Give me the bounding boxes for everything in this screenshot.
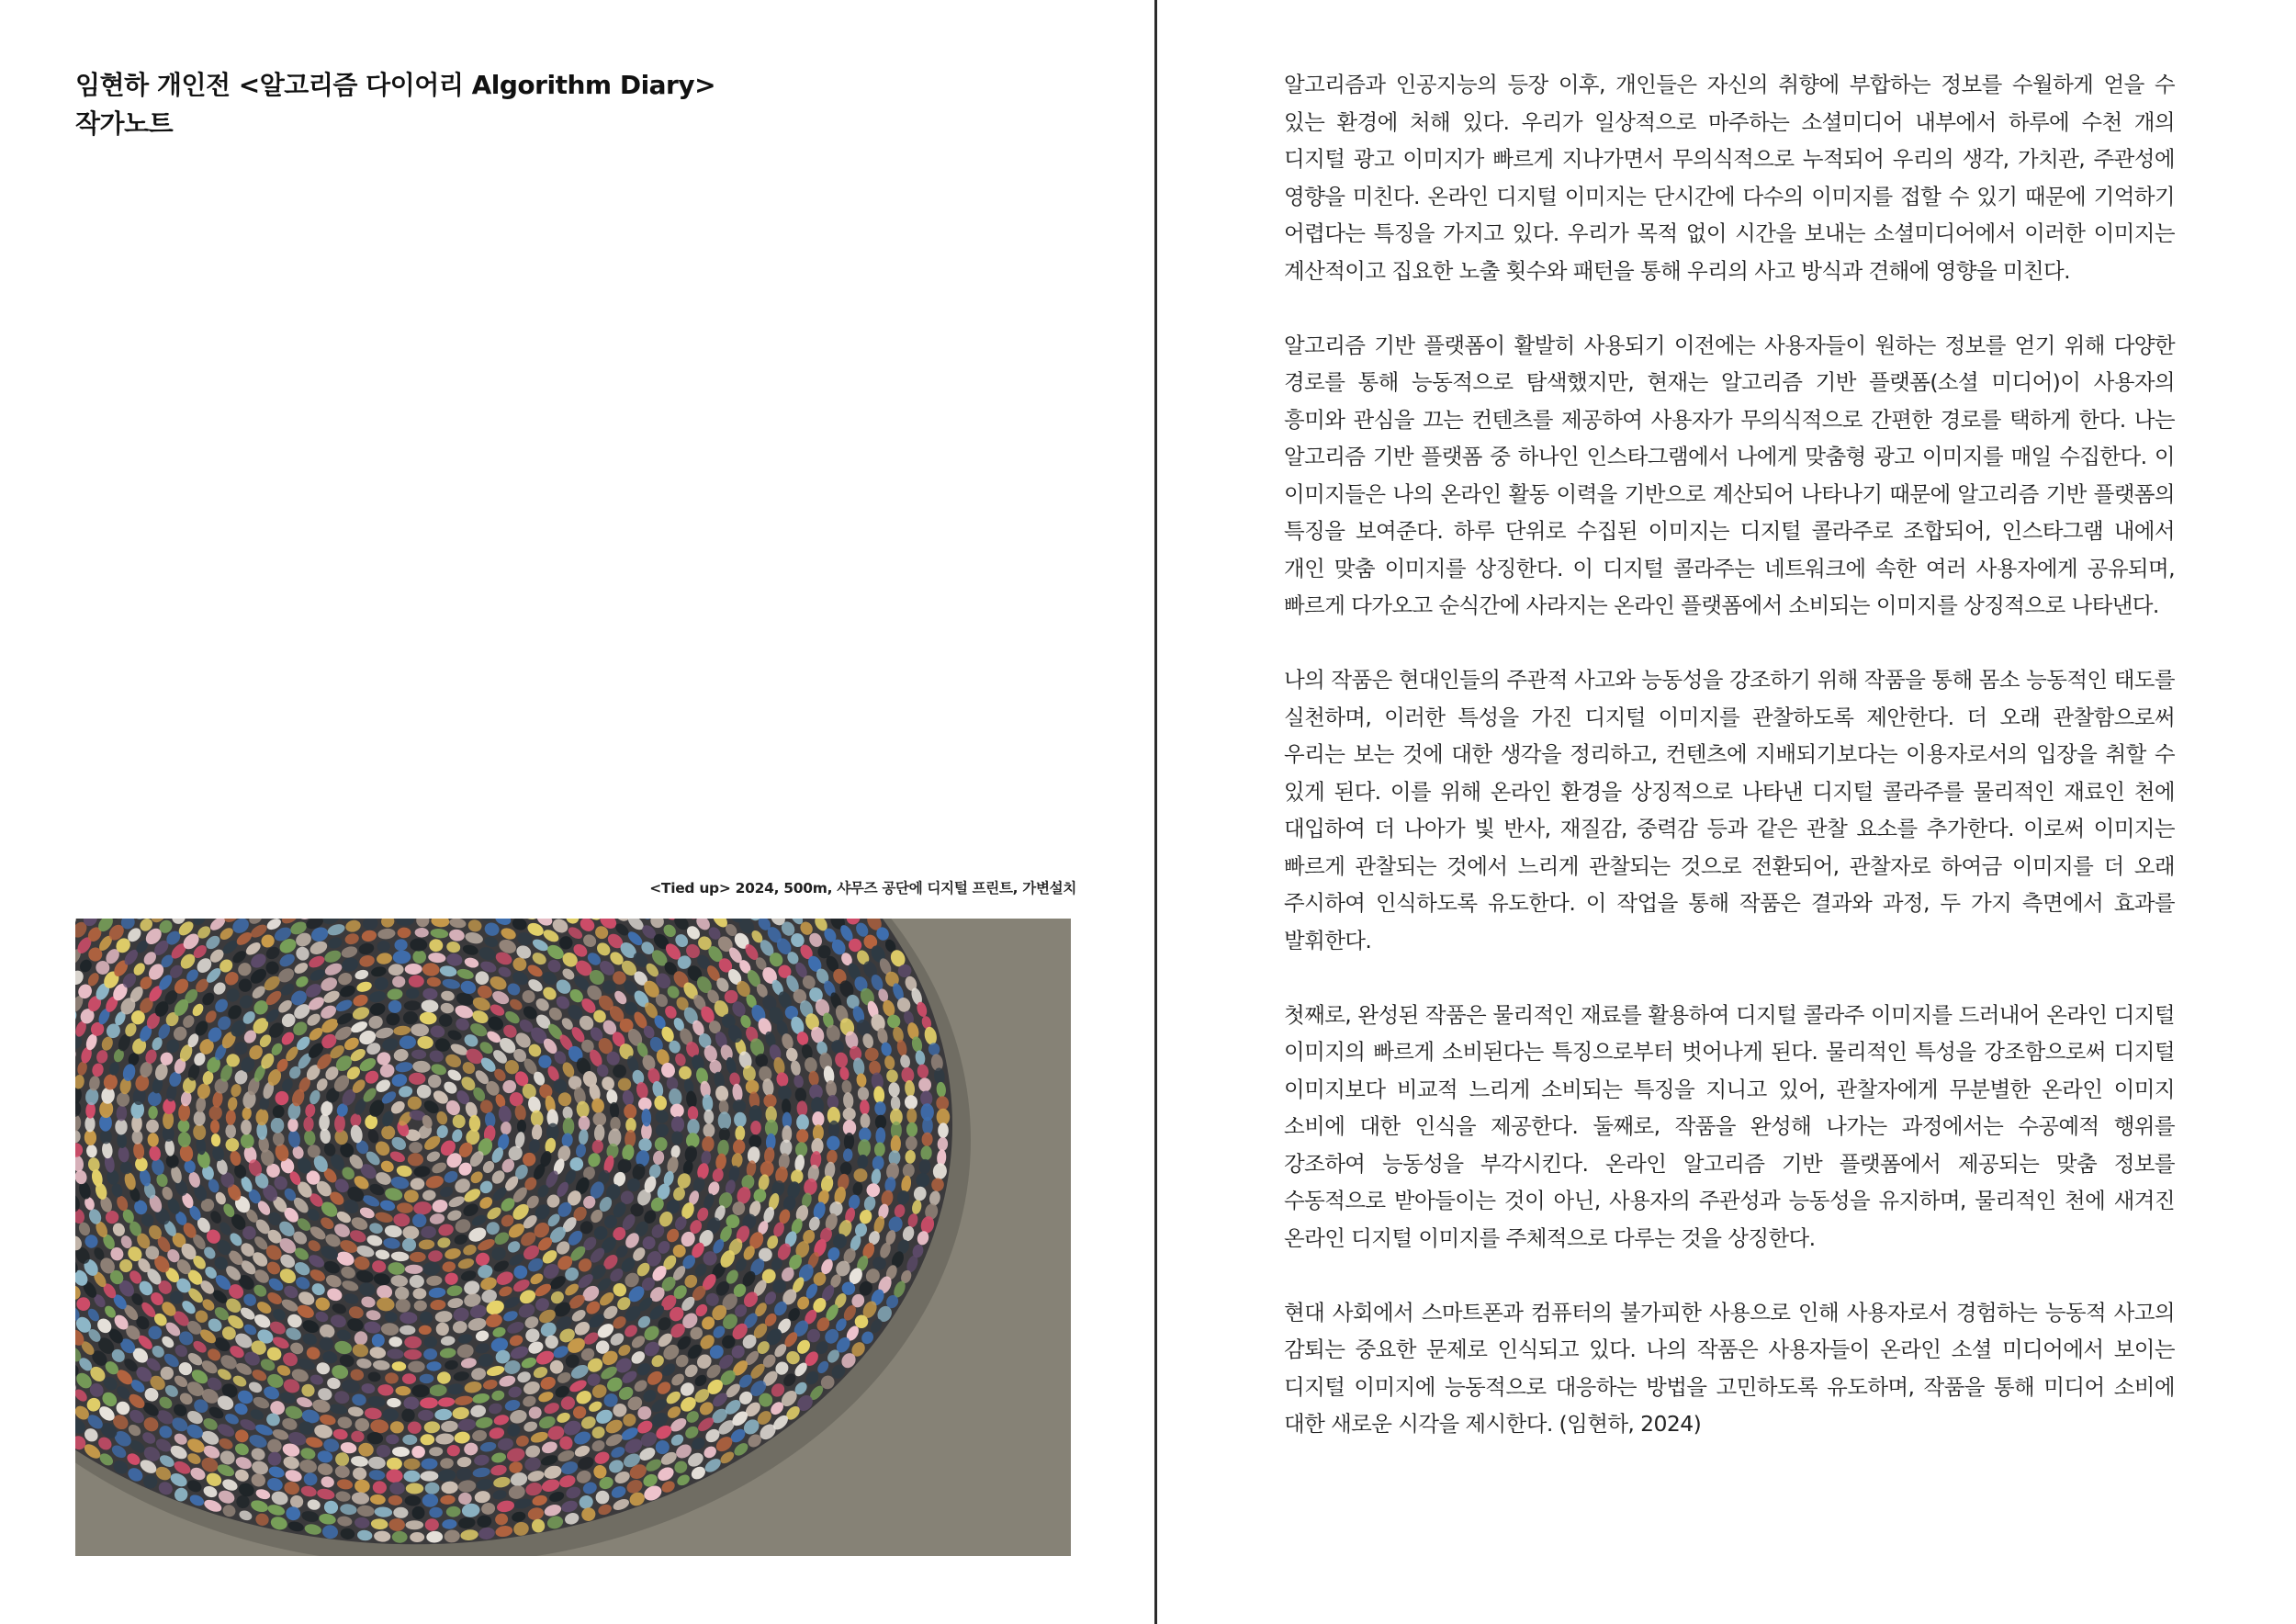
artwork-photo: [75, 919, 1071, 1556]
artist-note-label: 작가노트: [75, 108, 174, 139]
statement-paragraph: 알고리즘 기반 플랫폼이 활발히 사용되기 이전에는 사용자들이 원하는 정보를 얻기 위해 다양한 경로를 통해 능동적으로 탐색했지만, 현재는 알고리즘 기반 플랫폼(소셜 미디어)이 사용자의 흥미와 관심을 끄는 컨텐츠를 제공하여 사용자가 무의식적으로 간편한 경로를 택하게 한다. 나는 알고리즘 기반 플랫폼 중 하나인 인스타그램에서 나에게 맞춤형 광고 이미지를 매일 수집한다. 이 이미지들은 나의 온라인 활동 이력을 기반으로 계산되어 나타나기 때문에 알고리즘 기반 플랫폼의 특징을 보여준다. 하루 단위로 수집된 이미지는 디지털 콜라주로 조합되어, 인스타그램 내에서 개인 맞춤 이미지를 상징한다. 이 디지털 콜라주는 네트워크에 속한 여러 사용자에게 공유되며, 빠르게 다가오고 순식간에 사라지는 온라인 플랫폼에서 소비되는 이미지를 상징적으로 나타낸다.: [1284, 332, 2175, 618]
document-heading: [75, 66, 1086, 143]
exhibition-title: 임현하 개인전 <알고리즘 다이어리 Algorithm Diary>: [75, 70, 716, 100]
statement-paragraph: 알고리즘과 인공지능의 등장 이후, 개인들은 자신의 취향에 부합하는 정보를 수월하게 얻을 수 있는 환경에 처해 있다. 우리가 일상적으로 마주하는 소셜미디어 내부에서 하루에 수천 개의 디지털 광고 이미지가 빠르게 지나가면서 무의식적으로 누적되어 우리의 생각, 가치관, 주관성에 영향을 미친다. 온라인 디지털 이미지는 단시간에 다수의 이미지를 접할 수 있기 때문에 기억하기 어렵다는 특징을 가지고 있다. 우리가 목적 없이 시간을 보내는 소셜미디어에서 이러한 이미지는 계산적이고 집요한 노출 횟수와 패턴을 통해 우리의 사고 방식과 견해에 영향을 미친다.: [1284, 72, 2175, 284]
statement-paragraph: 현대 사회에서 스마트폰과 컴퓨터의 불가피한 사용으로 인해 사용자로서 경험하는 능동적 사고의 감퇴는 중요한 문제로 인식되고 있다. 나의 작품은 사용자들이 온라인 소셜 미디어에서 보이는 디지털 이미지에 능동적으로 대응하는 방법을 고민하도록 유도하며, 작품을 통해 미디어 소비에 대한 새로운 시각을 제시한다. (임현하, 2024): [1284, 1299, 2175, 1437]
statement-paragraph: 나의 작품은 현대인들의 주관적 사고와 능동성을 강조하기 위해 작품을 통해 몸소 능동적인 태도를 실천하며, 이러한 특성을 가진 디지털 이미지를 관찰하도록 제안한다. 더 오래 관찰함으로써 우리는 보는 것에 대한 생각을 정리하고, 컨텐츠에 지배되기보다는 이용자로서의 입장을 취할 수 있게 된다. 이를 위해 온라인 환경을 상징적으로 나타낸 디지털 콜라주를 물리적인 재료인 천에 대입하여 더 나아가 빛 반사, 재질감, 중력감 등과 같은 관찰 요소를 추가한다. 이로써 이미지는 빠르게 관찰되는 것에서 느리게 관찰되는 것으로 전환되어, 관찰자로 하여금 이미지를 더 오래 주시하여 인식하도록 유도한다. 이 작업을 통해 작품은 결과와 과정, 두 가지 측면에서 효과를 발휘한다.: [1284, 667, 2175, 953]
coiled-fabric-artwork: [75, 919, 1071, 1556]
artwork-caption: <Tied up> 2024, 500m, 샤무즈 공단에 디지털 프린트, 가변설치: [649, 880, 1076, 897]
statement-paragraph: 첫째로, 완성된 작품은 물리적인 재료를 활용하여 디지털 콜라주 이미지를 드러내어 온라인 디지털 이미지의 빠르게 소비된다는 특징으로부터 벗어나게 된다. 물리적인 특성을 강조함으로써 디지털 이미지보다 비교적 느리게 소비되는 특징을 지니고 있어, 관찰자에게 무분별한 온라인 이미지 소비에 대한 인식을 제공한다. 둘째로, 작품을 완성해 나가는 과정에서는 수공예적 행위를 강조하여 능동성을 부각시킨다. 온라인 알고리즘 기반 플랫폼에서 제공되는 맞춤 정보를 수동적으로 받아들이는 것이 아닌, 사용자의 주관성과 능동성을 유지하며, 물리적인 천에 새겨진 온라인 디지털 이미지를 주체적으로 다루는 것을 상징한다.: [1284, 1001, 2175, 1251]
artist-statement: [1284, 66, 2175, 1480]
page-divider: [1154, 0, 1157, 1624]
